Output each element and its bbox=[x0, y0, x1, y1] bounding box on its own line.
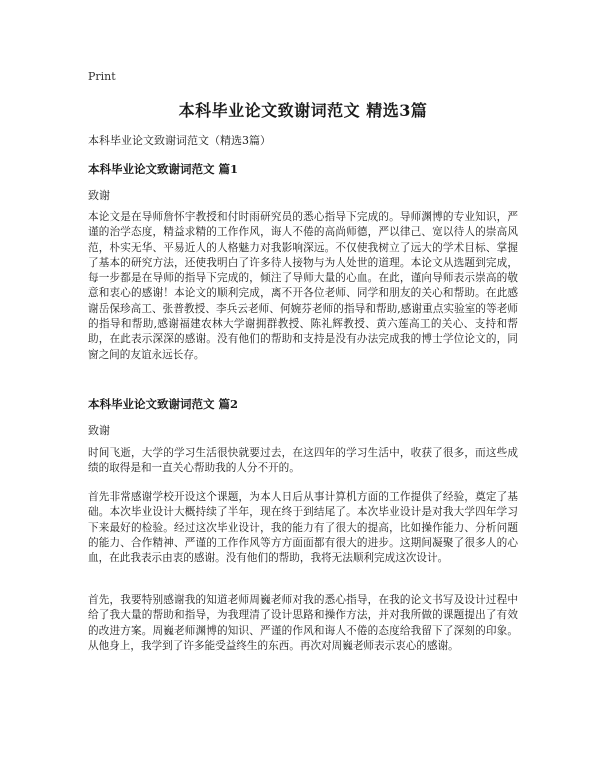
section-greeting: 致谢 bbox=[88, 189, 110, 202]
document-subtitle: 本科毕业论文致谢词范文（精选3篇） bbox=[88, 134, 271, 147]
paragraph: 首先，我要特别感谢我的知道老师周巍老师对我的悉心指导，在我的论文书写及设计过程中给了我大量的帮助和指导，为我理清了设计思路和操作方法，并对我所做的课题提出了有效的改进方案。周巍老师渊博的知识、严谨的作风和诲人不倦的态度给我留下了深刻的印象。从他身上，我学到了许多能受益终生的东西。再次对周巍老师表示衷心的感谢。 bbox=[88, 594, 518, 652]
section-heading: 本科毕业论文致谢词范文 篇1 bbox=[88, 162, 239, 176]
section-greeting: 致谢 bbox=[88, 424, 110, 437]
paragraph: 首先非常感谢学校开设这个课题，为本人日后从事计算机方面的工作提供了经验，奠定了基础。本次毕业设计大概持续了半年，现在终于到结尾了。本次毕业设计是对我大学四年学习下来最好的检验。经过这次毕业设计，我的能力有了很大的提高，比如操作能力、分析问题的能力、合作精神、严谨的工作作风等方方面面都有很大的进步。这期间凝聚了很多人的心血，在此我表示由衷的感谢。没有他们的帮助，我将无法顺利完成这次设计。 bbox=[88, 491, 518, 565]
section-heading: 本科毕业论文致谢词范文 篇2 bbox=[88, 397, 239, 411]
paragraph: 本论文是在导师詹怀宇教授和付时雨研究员的悉心指导下完成的。导师渊博的专业知识，严谨的治学态度，精益求精的工作作风，诲人不倦的高尚师德，严以律己、宽以待人的崇高风范，朴实无华、平易近人的人格魅力对我影响深远。不仅使我树立了远大的学术目标、掌握了基本的研究方法，还使我明白了许多待人接物与为人处世的道理。本论文从选题到完成，每一步都是在导师的指导下完成的，倾注了导师大量的心血。在此，谨向导师表示崇高的敬意和衷心的感谢！本论文的顺利完成，离不开各位老师、同学和朋友的关心和帮助。在此感谢岳保珍高工、张普教授、李兵云老师、何婉芬老师的指导和帮助,感谢重点实验室的等老师的指导和帮助,感谢福建农林大学谢拥群教授、陈礼辉教授、黄六莲高工的关心、支持和帮助，在此表示深深的感谢。没有他们的帮助和支持是没有办法完成我的博士学位论文的，同窗之间的友谊永远长存。 bbox=[88, 211, 518, 361]
paragraph: 时间飞逝，大学的学习生活很快就要过去，在这四年的学习生活中，收获了很多，而这些成绩的取得是和一直关心帮助我的人分不开的。 bbox=[88, 447, 518, 475]
print-label[interactable]: Print bbox=[88, 70, 116, 83]
page-title: 本科毕业论文致谢词范文 精选3篇 bbox=[178, 101, 428, 120]
